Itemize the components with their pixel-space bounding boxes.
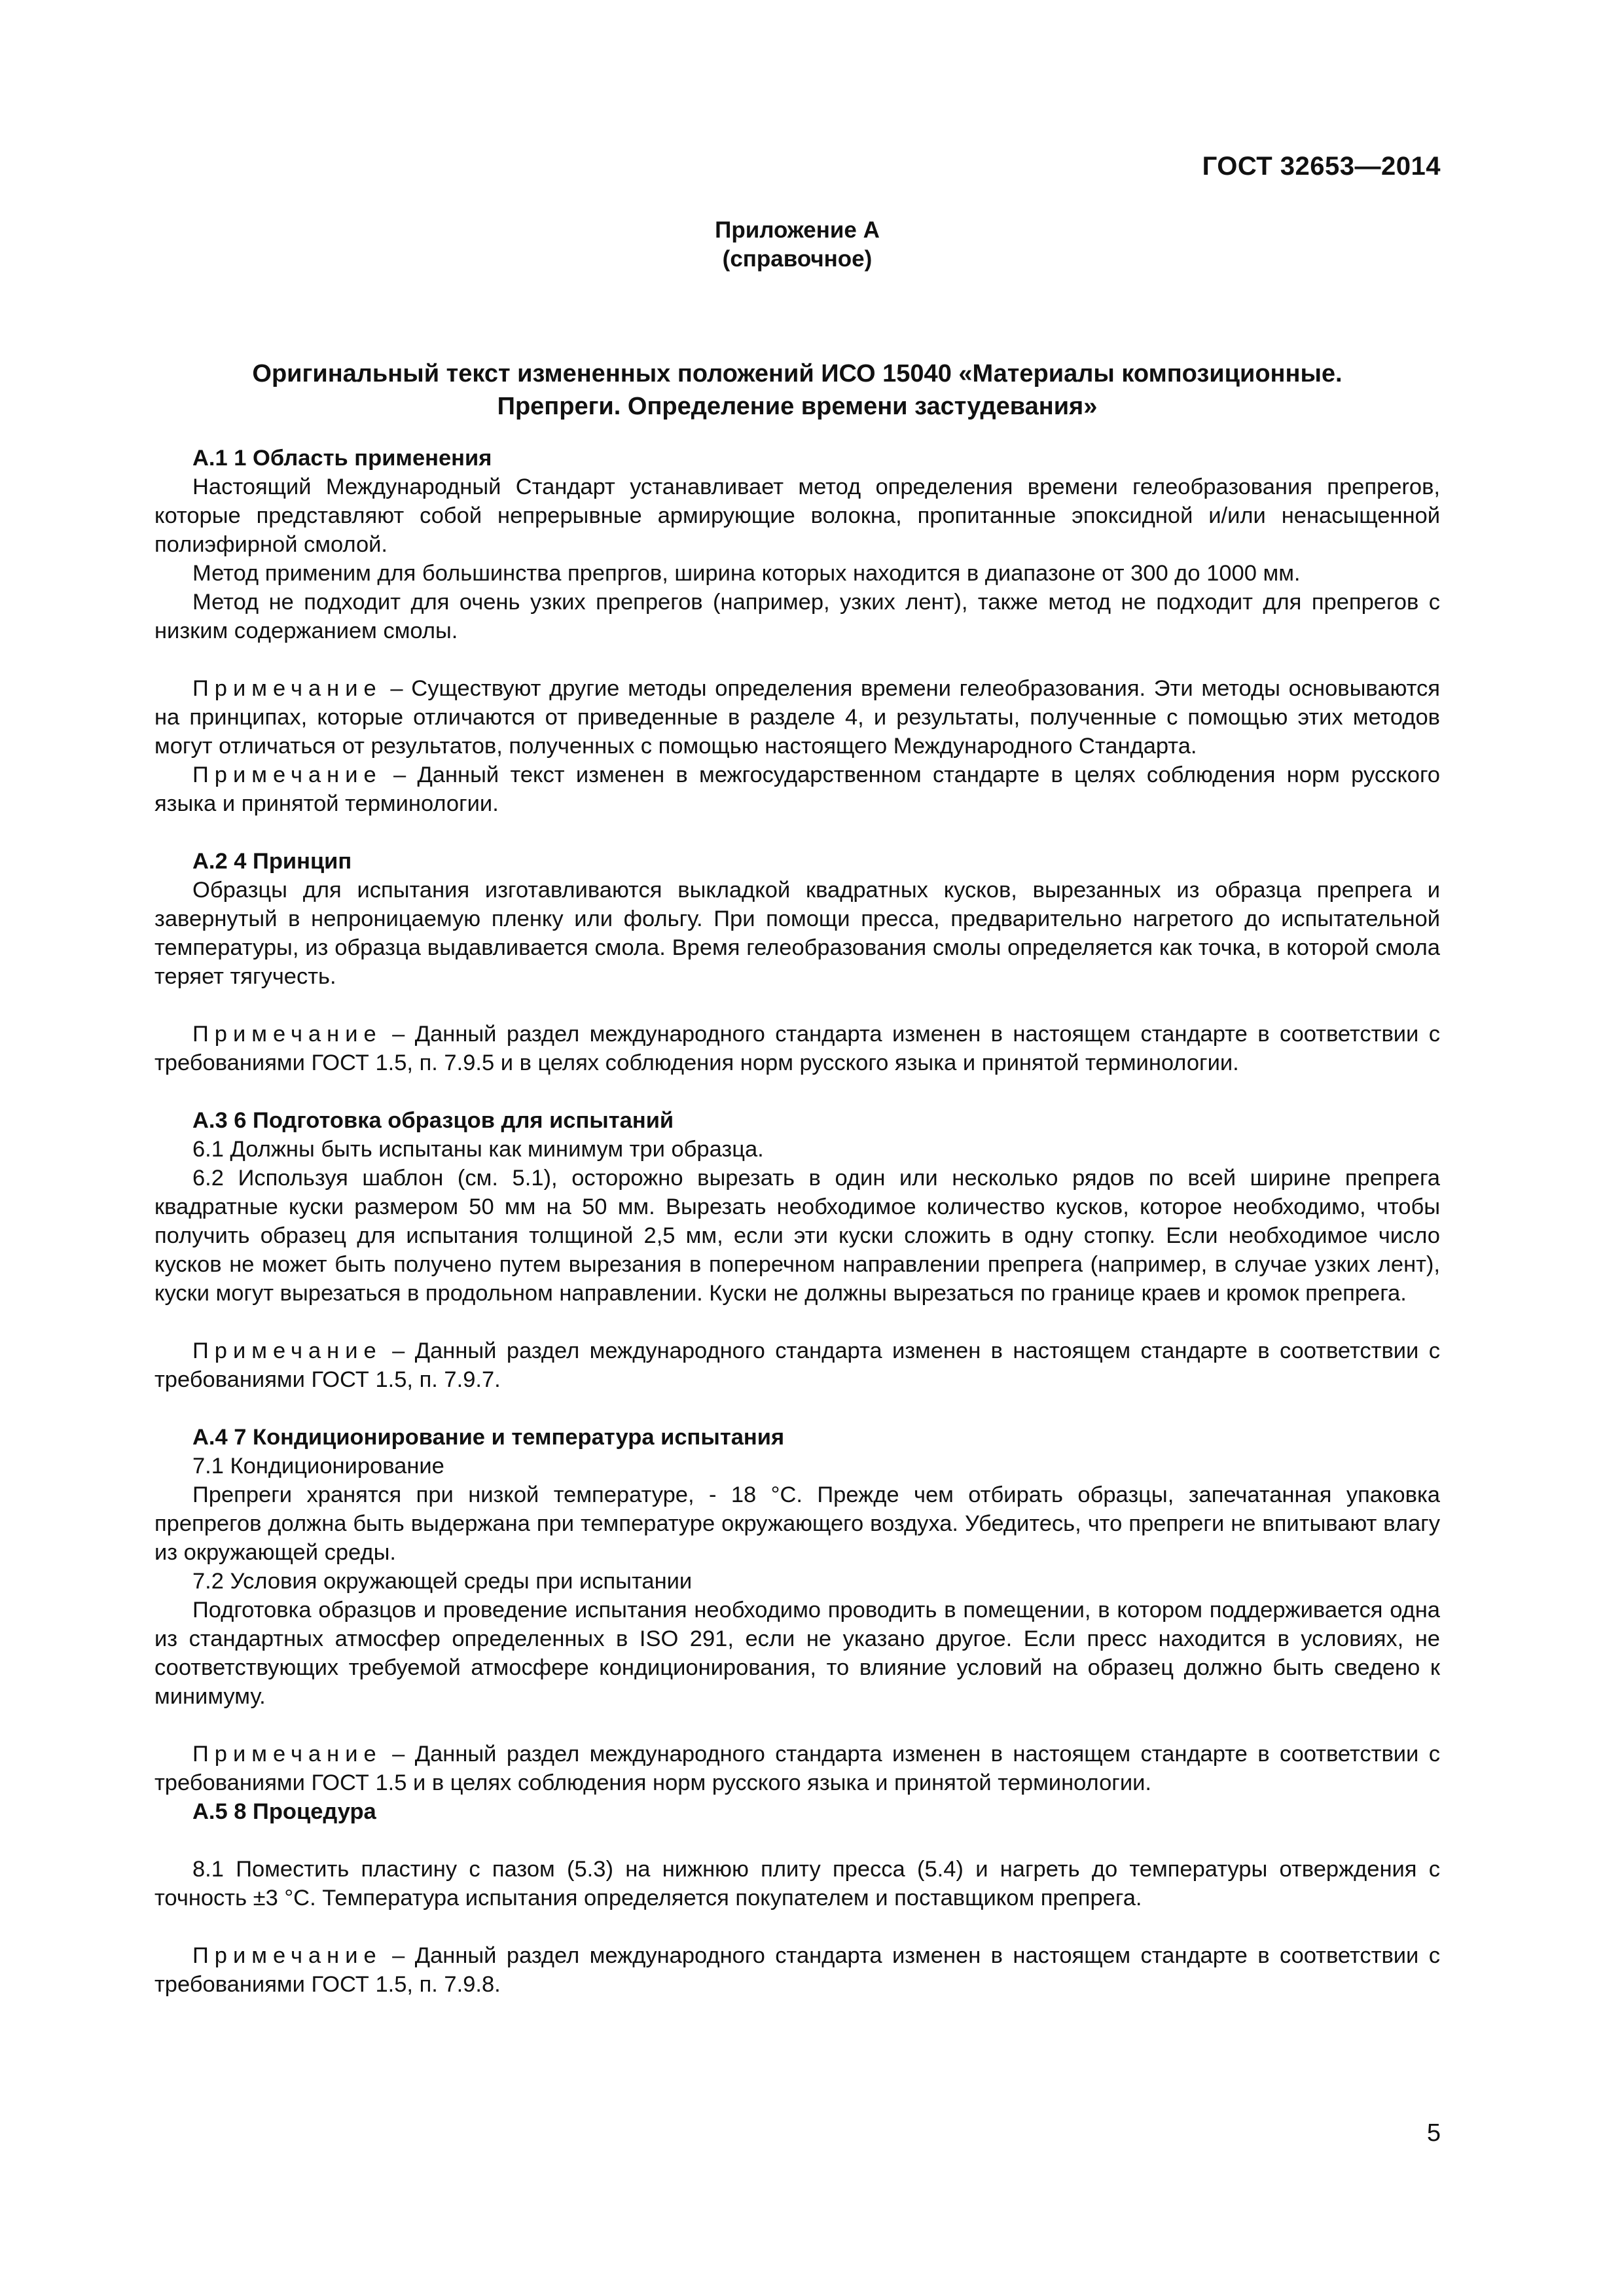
section-a3-paragraph-2: 6.2 Используя шаблон (см. 5.1), осторожно вырезать в один или несколько рядов по всей ширине препрега квадратные куски размером 50 мм на 50 мм. Вырезать необходимое количество кусков, которое необходимо, чтобы получить образец для испытания толщиной 2,5 мм, если эти куски сложить в одну стопку. Если необходимое число кусков не может быть получено путем вырезания в поперечном направлении препрега (например, в случае узких лент), куски могут вырезаться в продольном направлении. Куски не должны вырезаться по границе краев и кромок препрега. <box>154 1166 1440 1306</box>
note-label: Примечание <box>192 676 382 701</box>
section-a5-paragraph-1: 8.1 Поместить пластину с пазом (5.3) на нижнюю плиту пресса (5.4) и нагреть до температуры отверждения с точность ±3 °С. Температура испытания определяется покупателем и поставщиком препрега. <box>154 1857 1440 1910</box>
section-a5-heading: А.5 8 Процедура <box>192 1799 376 1824</box>
section-a4-paragraph-2: Препреги хранятся при низкой температуре, - 18 °С. Прежде чем отбирать образцы, запечатанная упаковка препрегов должна быть выдержана при температуре окружающего воздуха. Убедитесь, что препреги не впитывают влагу из окружающей среды. <box>154 1482 1440 1565</box>
note-label: Примечание <box>192 1338 382 1363</box>
note-label: Примечание <box>192 1943 382 1968</box>
section-a3-note <box>154 1336 1440 1394</box>
page-title <box>154 357 1440 423</box>
note-label: Примечание <box>192 1742 382 1767</box>
section-a2-note <box>154 1020 1440 1077</box>
section-a1-paragraph-2: Метод применим для большинства препргов, ширина которых находится в диапазоне от 300 до 1000 мм. <box>192 561 1301 586</box>
note-text: – Существуют другие методы определения времени гелеобразования. Эти методы основываются на принципах, которые отличаются от приведенные в разделе 4, и результаты, полученные с помощью этих методов могут отличаться от результатов, полученных с помощью настоящего Международного Стандарта. <box>154 676 1440 759</box>
section-a4-paragraph-3: 7.2 Условия окружающей среды при испытании <box>192 1569 693 1594</box>
section-a4-heading: А.4 7 Кондиционирование и температура испытания <box>192 1425 785 1450</box>
section-a4-paragraph-1: 7.1 Кондиционирование <box>192 1454 444 1479</box>
page-number: 5 <box>1426 2119 1441 2147</box>
section-a4-paragraph-4: Подготовка образцов и проведение испытания необходимо проводить в помещении, в котором поддерживается одна из стандартных атмосфер определенных в ISO 291, если не указано другое. Если пресс находится в условиях, не соответствующих требуемой атмосфере кондиционирования, то влияние условий на образец должно быть сведено к минимуму. <box>154 1598 1440 1709</box>
section-a1-paragraph-3: Метод не подходит для очень узких препрегов (например, узких лент), также метод не подходит для препрегов с низким содержанием смолы. <box>154 590 1440 643</box>
section-a1-note-1 <box>154 674 1440 761</box>
page-content <box>154 216 1440 1999</box>
section-a1-paragraph-1: Настоящий Международный Стандарт устанавливает метод определения времени гелеобразования препреrов, которые представляют собой непрерывные армирующие волокна, пропитанные эпоксидной и/или ненасыщенной полиэфирной смолой. <box>154 475 1440 557</box>
note-text: – Данный раздел международного стандарта изменен в настоящем стандарте в соответствии с требованиями ГОСТ 1.5 и в целях соблюдения норм русского языка и принятой терминологии. <box>154 1742 1440 1795</box>
section-a2-paragraph-1: Образцы для испытания изготавливаются выкладкой квадратных кусков, вырезанных из образца препрега и завернутый в непроницаемую пленку или фольгу. При помощи пресса, предварительно нагретого до испытательной температуры, из образца выдавливается смола. Время гелеобразования смолы определяется как точка, в которой смола теряет тягучесть. <box>154 878 1440 989</box>
section-a2-heading: А.2 4 Принцип <box>192 849 352 874</box>
annex-type: (справочное) <box>722 246 873 272</box>
title-line-2: Препреги. Определение времени застудевания» <box>497 393 1098 420</box>
section-a4-note <box>154 1740 1440 1797</box>
section-a3-paragraph-1: 6.1 Должны быть испытаны как минимум три образца. <box>192 1137 764 1162</box>
note-text: – Данный раздел международного стандарта изменен в настоящем стандарте в соответствии с требованиями ГОСТ 1.5, п. 7.9.8. <box>154 1943 1440 1997</box>
document-code: ГОСТ 32653—2014 <box>1202 152 1441 181</box>
note-text: – Данный текст изменен в межгосударственном стандарте в целях соблюдения норм русского языка и принятой терминологии. <box>154 762 1440 816</box>
section-a3-heading: А.3 6 Подготовка образцов для испытаний <box>192 1108 674 1133</box>
note-label: Примечание <box>192 762 382 787</box>
section-a1-note-2 <box>154 761 1440 818</box>
section-a1-heading: А.1 1 Область применения <box>192 446 492 471</box>
title-line-1: Оригинальный текст измененных положений ИСО 15040 «Материалы композиционные. <box>252 360 1343 387</box>
annex-label: Приложение А <box>715 217 880 243</box>
section-a5-note <box>154 1941 1440 1999</box>
note-text: – Данный раздел международного стандарта изменен в настоящем стандарте в соответствии с требованиями ГОСТ 1.5, п. 7.9.7. <box>154 1338 1440 1392</box>
note-label: Примечание <box>192 1022 382 1047</box>
note-text: – Данный раздел международного стандарта изменен в настоящем стандарте в соответствии с требованиями ГОСТ 1.5, п. 7.9.5 и в целях соблюдения норм русского языка и принятой терминологии. <box>154 1022 1440 1075</box>
